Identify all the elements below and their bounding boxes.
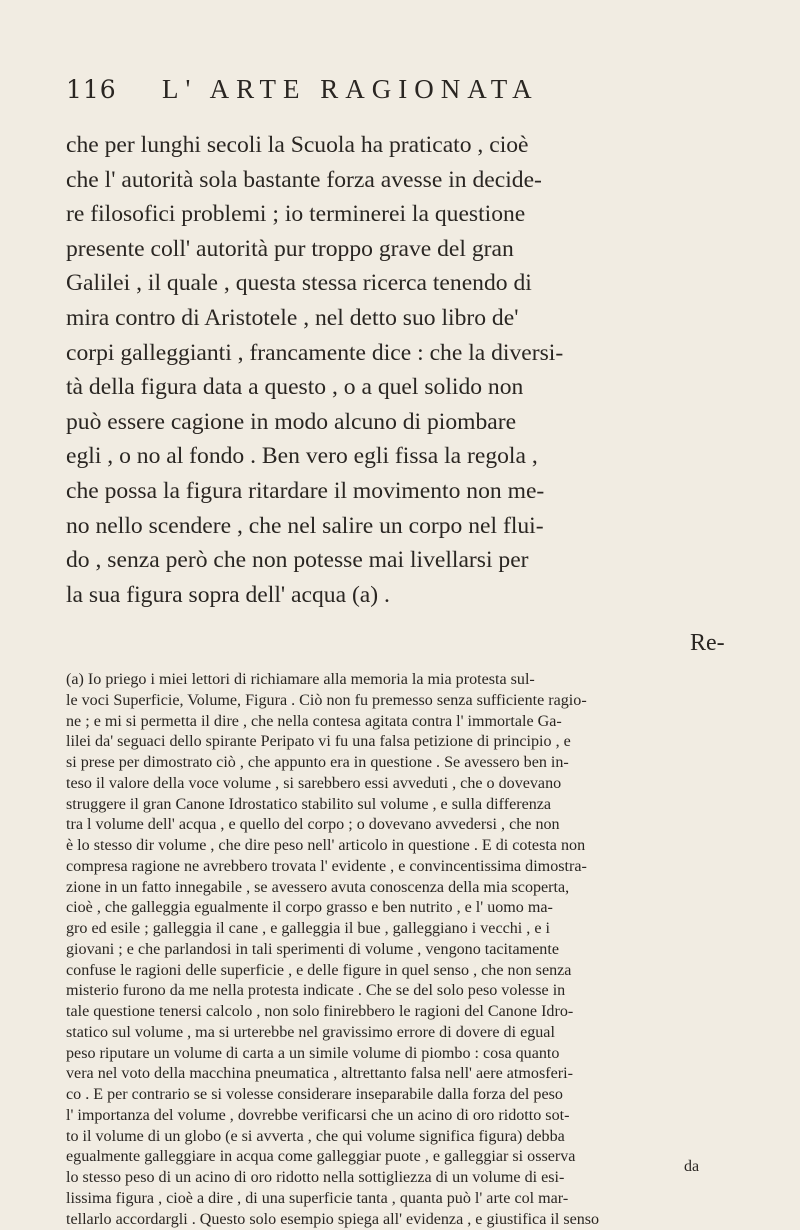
- footnote: [66, 670, 736, 1230]
- footnote-line: vera nel voto della macchina pneumatica , altrettanto falsa nell' aere atmosferi-: [66, 1064, 736, 1085]
- text-line: no nello scendere , che nel salire un corpo nel flui-: [66, 509, 726, 544]
- footnote-line: (a) Io priego i miei lettori di richiamare alla memoria la mia protesta sul-: [66, 670, 736, 691]
- footnote-line: ne ; e mi si permetta il dire , che nella contesa agitata contra l' immortale Ga-: [66, 712, 736, 733]
- footnote-line: le voci Superficie, Volume, Figura . Ciò non fu premesso senza sufficiente ragio-: [66, 691, 736, 712]
- text-line: Galilei , il quale , questa stessa ricerca tenendo di: [66, 266, 726, 301]
- footnote-line: lissima figura , cioè a dire , di una superficie tanta , quanta può l' arte col mar-: [66, 1189, 736, 1210]
- footnote-line: zione in un fatto innegabile , se avessero avuta conoscenza della mia scoperta,: [66, 878, 736, 899]
- text-line: tà della figura data a questo , o a quel solido non: [66, 370, 726, 405]
- footnote-line: lo stesso peso di un acino di oro ridotto nella sottigliezza di un volume di esi-: [66, 1168, 736, 1189]
- footnote-line: struggere il gran Canone Idrostatico stabilito sul volume , e sulla differenza: [66, 795, 736, 816]
- page-number: 116: [66, 75, 162, 104]
- text-line: che l' autorità sola bastante forza avesse in decide-: [66, 163, 726, 198]
- text-line: presente coll' autorità pur troppo grave del gran: [66, 232, 726, 267]
- footnote-line: egualmente galleggiare in acqua come galleggiar puote , e galleggiar si osserva: [66, 1147, 736, 1168]
- text-line: che per lunghi secoli la Scuola ha praticato , cioè: [66, 128, 726, 163]
- footnote-line: statico sul volume , ma si urterebbe nel gravissimo errore di dovere di egual: [66, 1023, 736, 1044]
- text-line: mira contro di Aristotele , nel detto suo libro de': [66, 301, 726, 336]
- footnote-line: misterio furono da me nella protesta indicate . Che se del solo peso volesse in: [66, 981, 736, 1002]
- footnote-line: lilei da' seguaci dello spirante Peripato vi fu una falsa petizione di principio , e: [66, 732, 736, 753]
- text-line: corpi galleggianti , francamente dice : che la diversi-: [66, 336, 726, 371]
- footnote-line: tale questione tenersi calcolo , non solo finirebbero le ragioni del Canone Idro-: [66, 1002, 736, 1023]
- footnote-line: tra l volume dell' acqua , e quello del corpo ; o dovevano avvedersi , che non: [66, 815, 736, 836]
- footnote-line: è lo stesso dir volume , che dire peso nell' articolo in questione . E di cotesta non: [66, 836, 736, 857]
- footnote-line: confuse le ragioni delle superficie , e delle figure in quel senso , che non senza: [66, 961, 736, 982]
- running-title: L' ARTE RAGIONATA: [162, 74, 539, 105]
- text-line: do , senza però che non potesse mai livellarsi per: [66, 543, 726, 578]
- footnote-line: gro ed esile ; galleggia il cane , e galleggia il bue , galleggiano i vecchi , e i: [66, 919, 736, 940]
- footnote-line: teso il valore della voce volume , si sarebbero essi avveduti , che o dovevano: [66, 774, 736, 795]
- text-line: che possa la figura ritardare il movimento non me-: [66, 474, 726, 509]
- footnote-line: compresa ragione ne avrebbero trovata l' evidente , e convincentissima dimostra-: [66, 857, 736, 878]
- footnote-line: si prese per dimostrato ciò , che appunto era in questione . Se avessero ben in-: [66, 753, 736, 774]
- footnote-line: tellarlo accordargli . Questo solo esempio spiega all' evidenza , e giustifica il senso: [66, 1210, 736, 1230]
- catchword: Re-: [690, 630, 725, 657]
- footnote-line: co . E per contrario se si volesse considerare inseparabile dalla forza del peso: [66, 1085, 736, 1106]
- footnote-line: peso riputare un volume di carta a un simile volume di piombo : cosa quanto: [66, 1044, 736, 1065]
- footnote-line: giovani ; e che parlandosi in tali sperimenti di volume , vengono tacitamente: [66, 940, 736, 961]
- text-line: egli , o no al fondo . Ben vero egli fissa la regola ,: [66, 439, 726, 474]
- text-line: re filosofici problemi ; io terminerei la questione: [66, 197, 726, 232]
- footnote-line: l' importanza del volume , dovrebbe verificarsi che un acino di oro ridotto sot-: [66, 1106, 736, 1127]
- text-line: può essere cagione in modo alcuno di piombare: [66, 405, 726, 440]
- footnote-line: cioè , che galleggia egualmente il corpo grasso e ben nutrito , e l' uomo ma-: [66, 898, 736, 919]
- footnote-line: to il volume di un globo (e si avverta , che qui volume significa figura) debba: [66, 1127, 736, 1148]
- page-header: [66, 74, 706, 114]
- main-text: [66, 128, 726, 612]
- text-line: la sua figura sopra dell' acqua (a) .: [66, 578, 726, 613]
- footnote-catchword: da: [684, 1158, 699, 1176]
